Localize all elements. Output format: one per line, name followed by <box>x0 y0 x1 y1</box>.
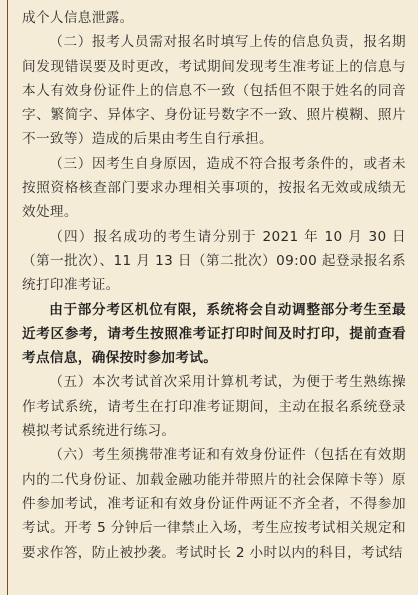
paragraph-item-5: （五）本次考试首次采用计算机考试，为便于考生熟练操作考试系统，请考生在打印准考证期间，主动在报名系统登录模拟考试系统进行练习。 <box>22 374 406 440</box>
paragraph-item-3: （三）因考生自身原因，造成不符合报考条件的，或者未按照资格核查部门要求办理相关事项的，按报名无效或成绩无效处理。 <box>22 155 406 221</box>
paragraph-important-notice: 由于部分考区机位有限，系统将会自动调整部分考生至最近考区参考，请考生按照准考证打印时间及时打印，提前查看考点信息，确保按时参加考试。 <box>22 301 406 367</box>
document-page <box>7 0 418 595</box>
paragraph-continuation: 成个人信息泄露。 <box>22 10 134 26</box>
paragraph-item-6: （六）考生须携带准考证和有效身份证件（包括在有效期内的二代身份证、加载金融功能并带照片的社会保障卡等）原件参加考试，准考证和有效身份证件两证不齐全者，不得参加考试。开考 5 分钟后一律禁止入场，考生应按考试相关规定和要求作答，防止被抄袭。考试时长 2 小时以内的科目，考试结 <box>22 447 406 561</box>
notice-body <box>22 6 406 565</box>
paragraph-item-2: （二）报考人员需对报名时填写上传的信息负责，报名期间发现错误要及时更改，考试期间发现考生准考证上的信息与本人有效身份证件上的信息不一致（包括但不限于姓名的同音字、繁简字、异体字、身份证号数字不一致、照片模糊、照片不一致等）造成的后果由考生自行承担。 <box>22 34 406 148</box>
paragraph-item-4: （四）报名成功的考生请分别于 2021 年 10 月 30 日（第一批次）、11 月 13 日（第二批次）09:00 起登录报名系统打印准考证。 <box>22 228 406 294</box>
